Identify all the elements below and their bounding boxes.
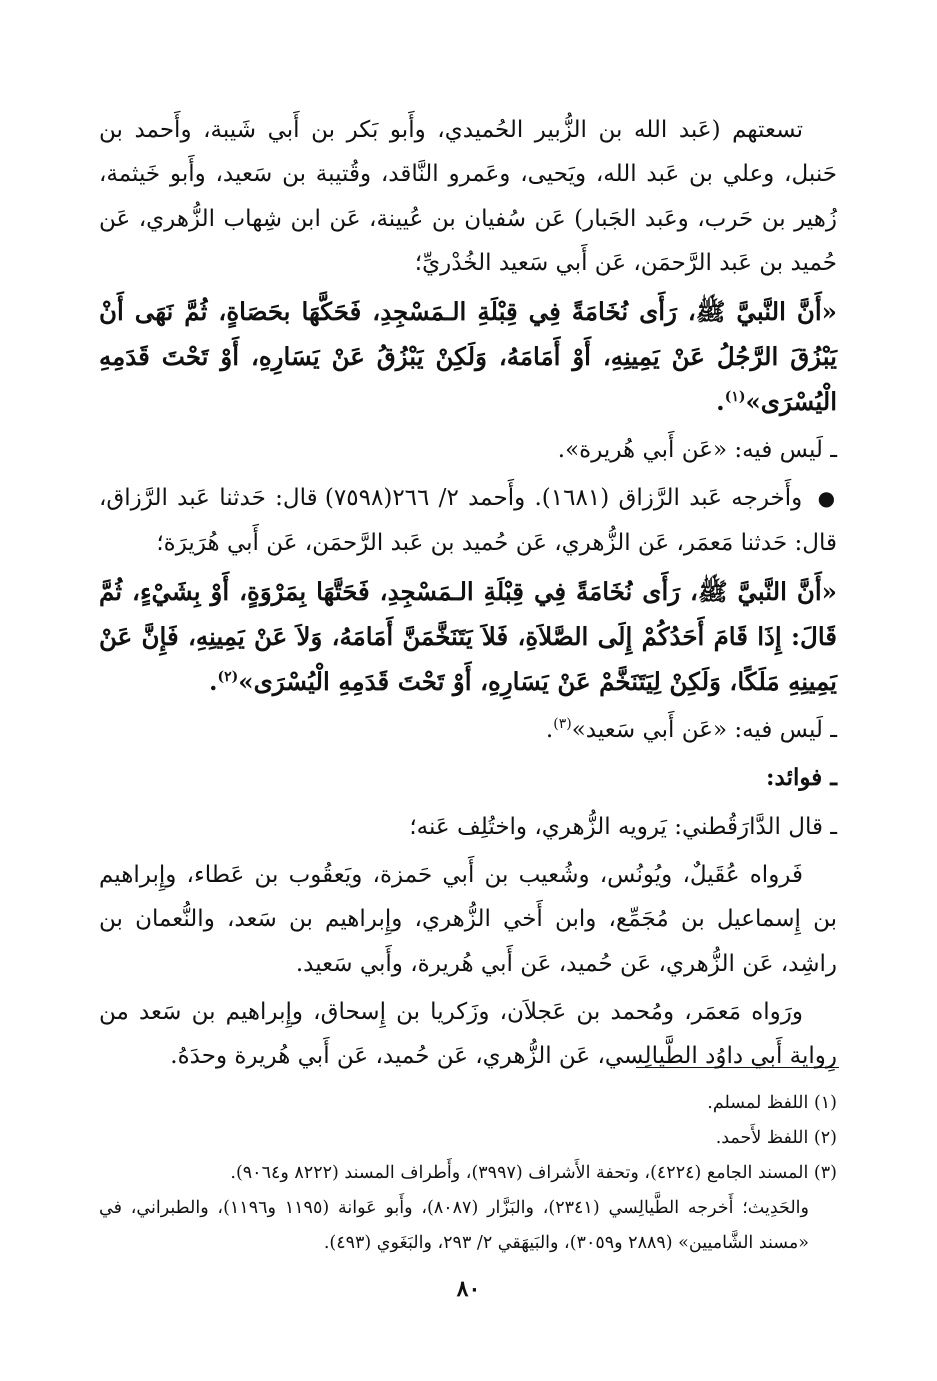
note-line-2: ـ لَيس فيه: «عَن أَبي سَعيد»$^{(٣)}$. <box>545 716 837 744</box>
benefits-heading: ـ فوائد: <box>766 764 837 792</box>
takhrij-text: وأَخرجه عَبد الرَّزاق (١٦٨١). وأَحمد ٢/ ٢٦٦(٧٥٩٨) قال: حَدثنا عَبد الرَّزاق، قال: حَدثنا مَعمَر، عَن الزُّهري، عَن حُميد بن عَبد الرَّحمَن، عَن أَبي هُرَيرَة؛ <box>99 485 837 556</box>
hadith-text-2: «أَنَّ النَّبيَّ ﷺ، رَأَى نُخَامَةً فِي قِبْلَةِ الـمَسْجِدِ، فَحَتَّهَا بِمَرْوَةٍ، أَوْ بِشَيْءٍ، ثُمَّ قَالَ: إِذَا قَامَ أَحَدُكُمْ إِلَى الصَّلاَةِ، فَلاَ يَتَنَخَّمَنَّ أَمَامَهُ، وَلاَ عَنْ يَمِينِهِ، فَإِنَّ عَنْ يَمِينِهِ مَلَكًا، وَلَكِنْ لِيَتَنَخَّمْ عَنْ يَسَارِهِ، أَوْ تَحْتَ قَدَمِهِ الْيُسْرَى»$^{(٢)}$. <box>99 577 837 697</box>
footnote-ref-2: (٢) <box>217 669 239 686</box>
main-text <box>99 108 837 1082</box>
footnote-3-continuation: والحَدِيث؛ أَخرجه الطَّيالِسي (٢٣٤١)، والبَزَّار (٨٠٨٧)، وأَبو عَوانة (١١٩٥ و١١٩٦)، والطبراني، في «مسند الشَّاميين» (٢٨٨٩ و٣٠٥٩)، والبَيهَقي ٢/ ٢٩٣، والبَغَوي (٤٩٣). <box>99 1198 809 1253</box>
riwaya-paragraph-1: فَرواه عُقَيلٌ، ويُونُس، وشُعيب بن أَبي حَمزة، ويَعقُوب بن عَطاء، وإِبراهيم بن إِسماعيل بن مُجَمِّع، وابن أَخي الزُّهري، وإِبراهيم بن سَعد، والنُّعمان بن راشِد، عَن الزُّهري، عَن حُميد، عَن أَبي هُريرة، وأَبي سَعيد. <box>99 861 837 977</box>
hadith-text-1: «أَنَّ النَّبيَّ ﷺ، رَأَى نُخَامَةً فِي قِبْلَةِ الـمَسْجِدِ، فَحَكَّهَا بحَصَاةٍ، ثُمَّ نَهَى أَنْ يَبْزُقَ الرَّجُلُ عَنْ يَمِينِهِ، أَوْ أَمَامَهُ، وَلَكِنْ يَبْزُقُ عَنْ يَسَارِهِ، أَوْ تَحْتَ قَدَمِهِ الْيُسْرَى»$^{(١)}$. <box>99 297 837 417</box>
footnote-3: (٣) المسند الجامع (٤٢٢٤)، وتحفة الأَشراف (٣٩٩٧)، وأَطراف المسند (٨٢٢٢ و٩٠٦٤). <box>230 1163 837 1183</box>
hadith-text-1-content: «أَنَّ النَّبيَّ ﷺ، رَأَى نُخَامَةً فِي قِبْلَةِ الـمَسْجِدِ، فَحَكَّهَا بحَصَاةٍ، ثُمَّ نَهَى أَنْ يَبْزُقَ الرَّجُلُ عَنْ يَمِينِهِ، أَوْ أَمَامَهُ، وَلَكِنْ يَبْزُقُ عَنْ يَسَارِهِ، أَوْ تَحْتَ قَدَمِهِ الْيُسْرَى» <box>99 297 837 417</box>
daraqutni-line: ـ قال الدَّارَقُطني: يَرويه الزُّهري، واختُلِف عَنه؛ <box>409 813 837 840</box>
note-line-2-text: ـ لَيس فيه: «عَن أَبي سَعيد» <box>571 717 837 744</box>
riwaya-paragraph-2: ورَواه مَعمَر، ومُحمد بن عَجلاَن، وزَكريا بن إِسحاق، وإِبراهيم بن سَعد من رِواية أَبي داوُد الطَّيالِسي، عَن الزُّهري، عَن حُميد، عَن أَبي هُريرة وحدَهُ. <box>99 998 837 1070</box>
bullet-icon: ● <box>817 486 838 511</box>
footnote-1: (١) اللفظ لمسلم. <box>707 1093 837 1113</box>
footnote-ref-1: (١) <box>724 389 746 406</box>
footnote-separator <box>636 1067 839 1068</box>
footnotes <box>99 1086 837 1261</box>
page-number: ٨٠ <box>456 1276 481 1302</box>
hadith-text-2-content: «أَنَّ النَّبيَّ ﷺ، رَأَى نُخَامَةً فِي قِبْلَةِ الـمَسْجِدِ، فَحَتَّهَا بِمَرْوَةٍ، أَوْ بِشَيْءٍ، ثُمَّ قَالَ: إِذَا قَامَ أَحَدُكُمْ إِلَى الصَّلاَةِ، فَلاَ يَتَنَخَّمَنَّ أَمَامَهُ، وَلاَ عَنْ يَمِينِهِ، فَإِنَّ عَنْ يَمِينِهِ مَلَكًا، وَلَكِنْ لِيَتَنَخَّمْ عَنْ يَسَارِهِ، أَوْ تَحْتَ قَدَمِهِ الْيُسْرَى» <box>99 577 837 697</box>
note-line-1: ـ لَيس فيه: «عَن أَبي هُريرة». <box>557 437 837 464</box>
takhrij-paragraph <box>99 476 837 565</box>
isnad-paragraph: تسعتهم (عَبد الله بن الزُّبير الحُميدي، وأَبو بَكر بن أَبي شَيبة، وأَحمد بن حَنبل، وعلي بن عَبد الله، ويَحيى، وعَمرو النَّاقد، وقُتيبة بن سَعيد، وأَبو خَيثمة، زُهير بن حَرب، وعَبد الجَبار) عَن سُفيان بن عُيينة، عَن ابن شِهاب الزُّهري، عَن حُميد بن عَبد الرَّحمَن، عَن أَبي سَعيد الخُدْريِّ؛ <box>99 117 837 276</box>
footnote-2: (٢) اللفظ لأَحمد. <box>715 1128 837 1148</box>
footnote-ref-3: (٣) <box>553 716 572 733</box>
